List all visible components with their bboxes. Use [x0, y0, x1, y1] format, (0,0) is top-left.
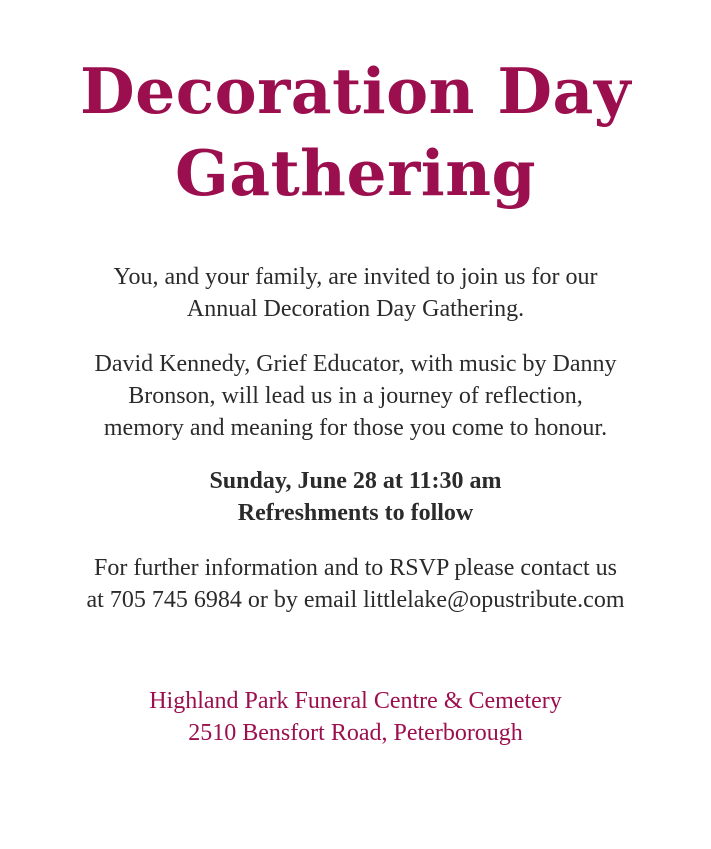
- program-line-1: David Kennedy, Grief Educator, with music by Danny: [94, 351, 617, 377]
- invitation-line-2: Annual Decoration Day Gathering.: [186, 296, 525, 322]
- title-line-2: Gathering: [174, 136, 537, 210]
- contact-paragraph: [40, 552, 671, 616]
- program-line-3: memory and meaning for those you come to honour.: [103, 415, 608, 441]
- event-refreshments: Refreshments to follow: [237, 500, 474, 526]
- event-details: [40, 465, 671, 529]
- venue-name: Highland Park Funeral Centre & Cemetery: [149, 688, 562, 714]
- venue-address: 2510 Bensfort Road, Peterborough: [188, 720, 523, 746]
- program-paragraph: [40, 348, 671, 444]
- venue-footer: [40, 685, 671, 749]
- program-line-2: Bronson, will lead us in a journey of reflection,: [128, 383, 583, 409]
- event-date-time: Sunday, June 28 at 11:30 am: [209, 468, 502, 494]
- page-title: [0, 50, 711, 214]
- title-line-1: Decoration Day: [80, 54, 631, 128]
- invitation-line-1: You, and your family, are invited to join us for our: [113, 264, 598, 290]
- contact-line-2: at 705 745 6984 or by email littlelake@opustribute.com: [86, 587, 625, 613]
- contact-line-1: For further information and to RSVP please contact us: [93, 555, 617, 581]
- invitation-paragraph: [40, 261, 671, 325]
